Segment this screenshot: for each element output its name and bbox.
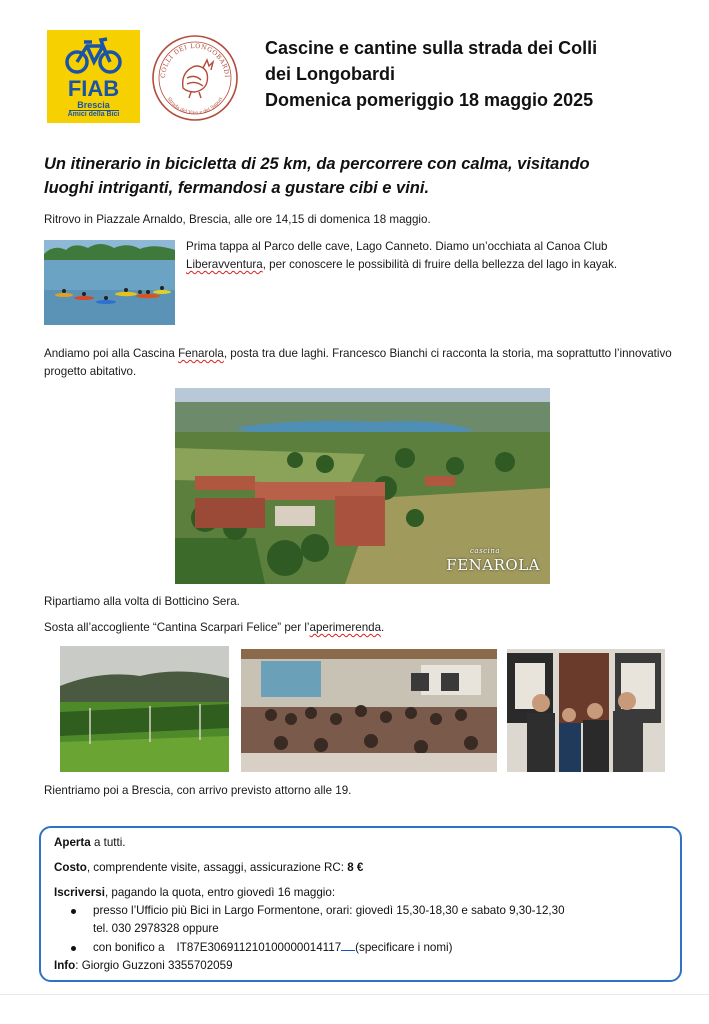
third-stop-paragraph: Sosta all’accogliente “Cantina Scarpari Felice” per l’aperimerenda. xyxy=(44,621,385,634)
bank-transfer-line: con bonifico a IT87E306911210100000014117 (specificare i nomi) xyxy=(93,941,453,954)
bullet-dot xyxy=(71,946,76,951)
logo-city: Brescia xyxy=(77,100,110,110)
signup-line: Iscriversi, pagando la quota, entro giovedì 16 maggio: xyxy=(54,886,336,899)
wine-cellar-hall-photo xyxy=(241,649,497,772)
vineyard-photo xyxy=(60,646,229,772)
lake-kayak-photo xyxy=(44,240,175,325)
title-line-2: dei Longobardi xyxy=(265,64,395,84)
title-line-3: Domenica pomeriggio 18 maggio 2025 xyxy=(265,90,594,110)
fenarola-watermark xyxy=(446,547,540,574)
open-to-all-line: Aperta a tutti. xyxy=(54,836,126,849)
office-bullet-line-1: presso l’Ufficio più Bici in Largo Formentone, orari: giovedì 15,30-18,30 e sabato 9,30-12,30 xyxy=(93,904,565,917)
registration-info-box xyxy=(39,826,682,982)
meeting-paragraph: Ritrovo in Piazzale Arnaldo, Brescia, alle ore 14,15 di domenica 18 maggio. xyxy=(44,213,431,226)
first-stop-paragraph: Prima tappa al Parco delle cave, Lago Canneto. Diamo un’occhiata al Canoa Club Liberavventura, per conoscere le possibilità di fruire della bellezza del lago in kayak. xyxy=(186,240,618,271)
event-subtitle xyxy=(44,152,664,200)
fiab-logo xyxy=(47,30,140,123)
rooster-icon xyxy=(183,60,213,98)
return-paragraph: Rientriamo poi a Brescia, con arrivo previsto attorno alle 19. xyxy=(44,784,352,797)
seal-top-text: COLLI DEI LONGOBARDI xyxy=(159,42,231,79)
cascina-name: Fenarola xyxy=(178,347,224,360)
bicycle-icon xyxy=(47,32,140,80)
iban-value[interactable]: IT87E306911210100000014117 xyxy=(176,941,342,954)
subtitle-line-1: Un itinerario in bicicletta di 25 km, da percorrere con calma, visitando xyxy=(44,155,590,173)
depart-paragraph: Ripartiamo alla volta di Botticino Sera. xyxy=(44,595,240,608)
event-title xyxy=(265,35,685,113)
winery-hosts-photo xyxy=(507,649,665,772)
cascina-fenarola-aerial-photo xyxy=(175,388,550,584)
bullet-dot xyxy=(71,909,76,914)
seal-bottom-text: Strada del Vino e dei Sapori xyxy=(165,96,225,117)
aperimerenda-word: aperimerenda xyxy=(309,621,382,634)
svg-text:Strada del Vino e dei Sapori xyxy=(166,96,225,116)
logo-name: FIAB xyxy=(67,76,120,101)
contact-line: Info: Giorgio Guzzoni 3355702059 xyxy=(54,959,233,972)
logo-tagline: Amici della Bici xyxy=(67,111,120,118)
subtitle-line-2: luoghi intriganti, fermandosi a gustare cibi e vini. xyxy=(44,179,430,197)
colli-longobardi-seal xyxy=(151,34,239,122)
page-bottom-divider xyxy=(0,994,709,995)
fenarola-watermark-small: cascina xyxy=(469,547,500,555)
cost-line: Costo, comprendente visite, assaggi, assicurazione RC: 8 € xyxy=(54,861,364,874)
office-bullet-line-2: tel. 030 2978328 oppure xyxy=(93,922,219,935)
cost-value: 8 € xyxy=(347,861,364,874)
svg-text:COLLI DEI LONGOBARDI xyxy=(160,43,230,78)
second-stop-paragraph: Andiamo poi alla Cascina Fenarola, posta tra due laghi. Francesco Bianchi ci racconta la storia, ma soprattutto l’innovativo progetto abitativo. xyxy=(44,347,672,378)
title-line-1: Cascine e cantine sulla strada dei Colli xyxy=(265,38,598,58)
fenarola-watermark-big: FENAROLA xyxy=(446,556,540,574)
canoa-club-name: Liberavventura xyxy=(186,258,263,271)
